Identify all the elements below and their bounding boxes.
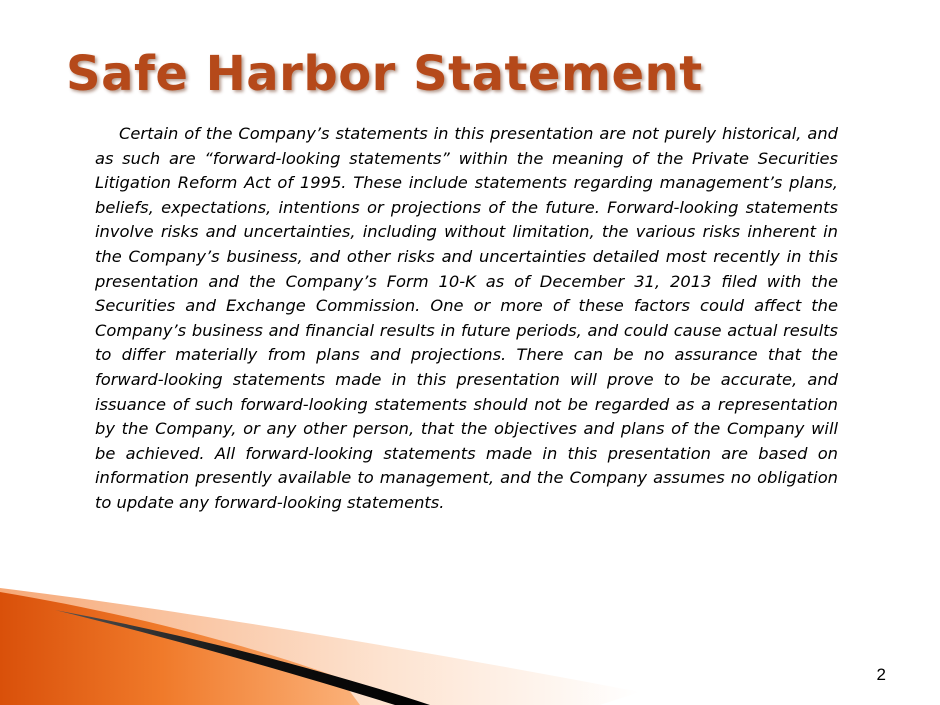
decorative-swoosh xyxy=(0,580,940,705)
slide-title: Safe Harbor Statement xyxy=(66,46,703,102)
page-number: 2 xyxy=(876,665,886,684)
safe-harbor-body-text: Certain of the Company’s statements in this presentation are not purely historical, and as such are “forward-looking statements” within the meaning of the Private Securities Litigation Reform Act of 1995. These include statements regarding management’s plans, beliefs, expectations, intentions or projections of the future. Forward-looking statements involve risks and uncertainties, including without limitation, the various risks inherent in the Company’s business, and other risks and uncertainties detailed most recently in this presentation and the Company’s Form 10-K as of December 31, 2013 filed with the Securities and Exchange Commission. One or more of these factors could affect the Company’s business and financial results in future periods, and could cause actual results to differ materially from plans and projections. There can be no assurance that the forward-looking statements made in this presentation will prove to be accurate, and issuance of such forward-looking statements should not be regarded as a representation by the Company, or any other person, that the objectives and plans of the Company will be achieved. All forward-looking statements made in this presentation are based on information presently available to management, and the Company assumes no obligation to update any forward-looking statements. xyxy=(95,124,838,512)
